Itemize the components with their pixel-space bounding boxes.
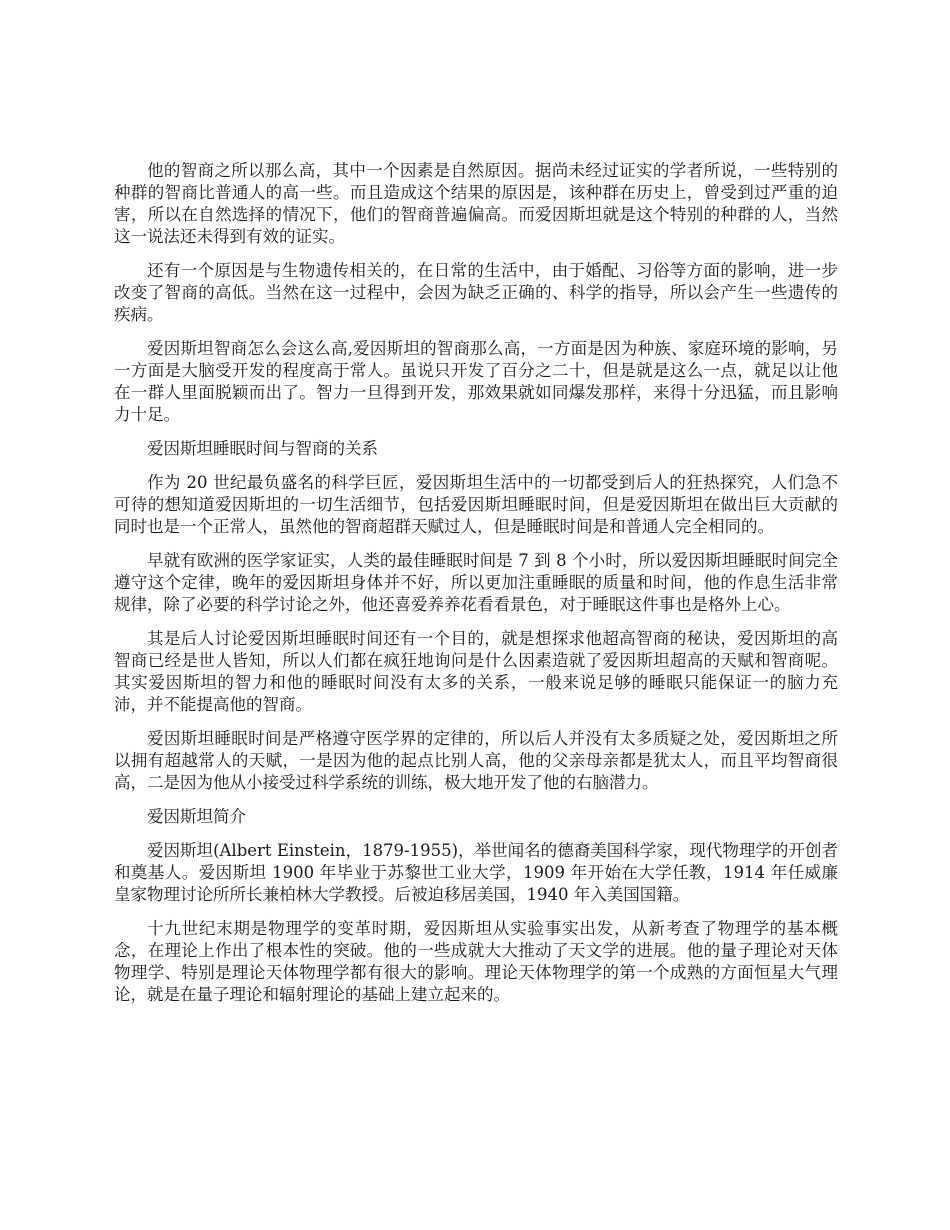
paragraph-sleep-secret: 其是后人讨论爱因斯坦睡眠时间还有一个目的，就是想探求他超高智商的秘诀，爱因斯坦的高智商已经是世人皆知，所以人们都在疯狂地询问是什么因素造就了爱因斯坦超高的天赋和智商呢。其实爱因斯坦的智力和他的睡眠时间没有太多的关系，一般来说足够的睡眠只能保证一的脑力充沛，并不能提高他的智商。 [114, 629, 838, 714]
section-heading-sleep-and-iq: 爱因斯坦睡眠时间与智商的关系 [147, 439, 378, 458]
paragraph-intelligence-cause-genetic: 还有一个原因是与生物遗传相关的，在日常的生活中，由于婚配、习俗等方面的影响，进一步改变了智商的高低。当然在这一过程中，会因为缺乏正确的、科学的指导，所以会产生一些遗传的疾病。 [114, 261, 838, 324]
paragraph-sleep-curiosity: 作为 20 世纪最负盛名的科学巨匠，爱因斯坦生活中的一切都受到后人的狂热探究，人们急不可待的想知道爱因斯坦的一切生活细节，包括爱因斯坦睡眠时间，但是爱因斯坦在做出巨大贡献的同时也是一个正常人，虽然他的智商超群天赋过人，但是睡眠时间是和普通人完全相同的。 [114, 473, 838, 536]
paragraph-sleep-rules: 爱因斯坦睡眠时间是严格遵守医学界的定律的，所以后人并没有太多质疑之处，爱因斯坦之所以拥有超越常人的天赋，一是因为他的起点比别人高，他的父亲母亲都是犹太人，而且平均智商很高，二是因为他从小接受过科学系统的训练，极大地开发了他的右脑潜力。 [114, 729, 838, 792]
paragraph-sleep-hours: 早就有欧洲的医学家证实，人类的最佳睡眠时间是 7 到 8 个小时，所以爱因斯坦睡眠时间完全遵守这个定律，晚年的爱因斯坦身体并不好，所以更加注重睡眠的质量和时间，他的作息生活非常规律，除了必要的科学讨论之外，他还喜爱养养花看看景色，对于睡眠这件事也是格外上心。 [114, 551, 838, 614]
paragraph-biography: 爱因斯坦(Albert Einstein，1879-1955)，举世闻名的德裔美国科学家，现代物理学的开创者和奠基人。爱因斯坦 1900 年毕业于苏黎世工业大学，1909 年开始在大学任教，1914 年任威廉皇家物理讨论所所长兼柏林大学教授。后被迫移居美国，1940 年入美国国籍。 [114, 841, 839, 904]
paragraph-intelligence-cause-natural: 他的智商之所以那么高，其中一个因素是自然原因。据尚未经过证实的学者所说，一些特别的种群的智商比普通人的高一些。而且造成这个结果的原因是，该种群在历史上，曾受到过严重的迫害，所以在自然选择的情况下，他们的智商普遍偏高。而爱因斯坦就是这个特别的种群的人，当然这一说法还未得到有效的证实。 [114, 161, 838, 246]
paragraph-physics-revolution: 十九世纪末期是物理学的变革时期，爱因斯坦从实验事实出发，从新考查了物理学的基本概念，在理论上作出了根本性的突破。他的一些成就大大推动了天文学的进展。他的量子理论对天体物理学、特别是理论天体物理学都有很大的影响。理论天体物理学的第一个成熟的方面恒星大气理论，就是在量子理论和辐射理论的基础上建立起来的。 [114, 919, 838, 1004]
paragraph-why-so-smart: 爱因斯坦智商怎么会这么高,爱因斯坦的智商那么高，一方面是因为种族、家庭环境的影响，另一方面是大脑受开发的程度高于常人。虽说只开发了百分之二十，但是就是这么一点，就足以让他在一群人里面脱颖而出了。智力一旦得到开发，那效果就如同爆发那样，来得十分迅猛，而且影响力十足。 [114, 339, 838, 424]
document-body [114, 160, 838, 1018]
section-heading-biography: 爱因斯坦简介 [147, 807, 246, 826]
